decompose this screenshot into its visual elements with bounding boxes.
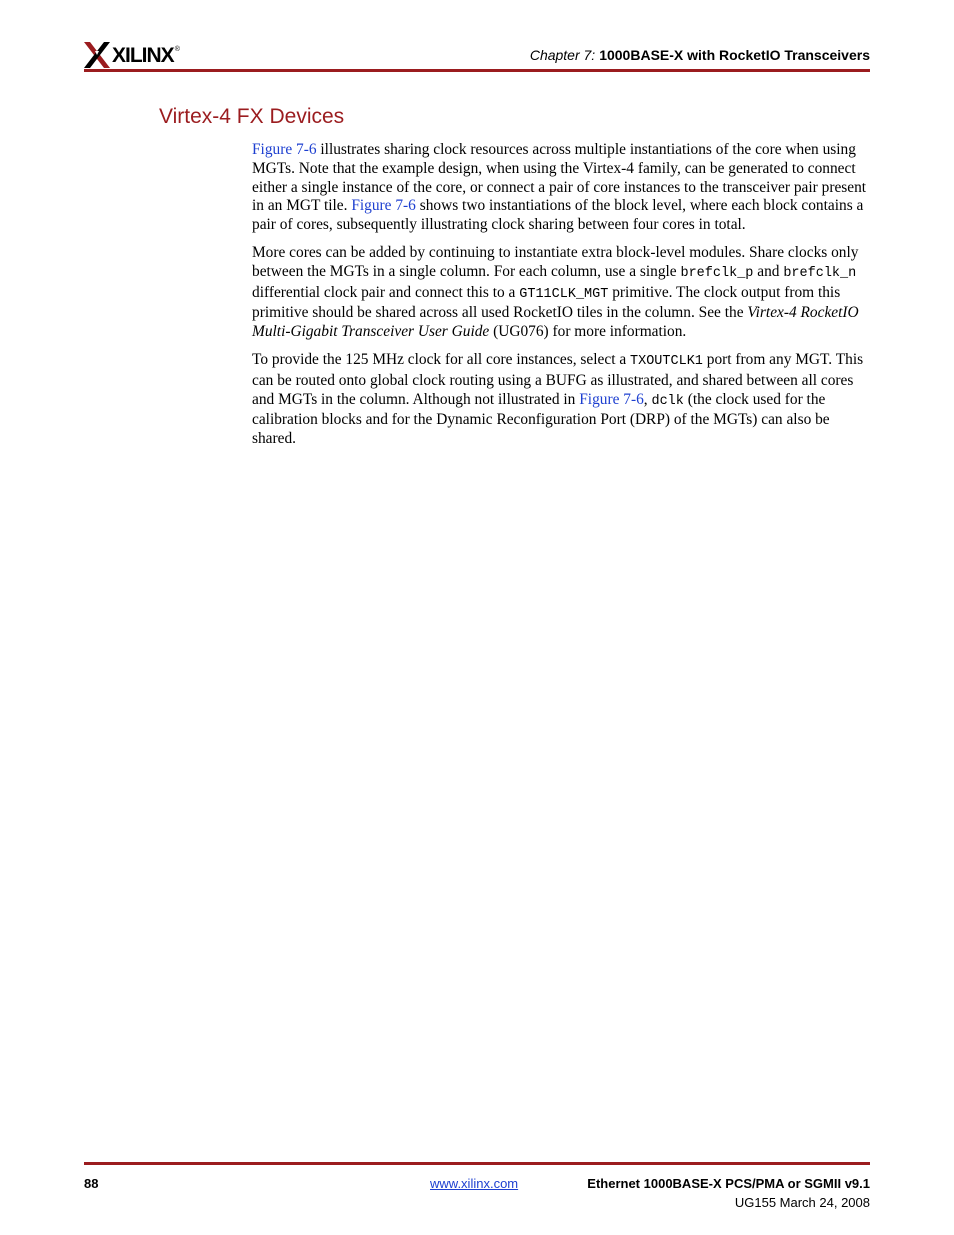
figure-7-6-link[interactable]: Figure 7-6 xyxy=(351,197,416,215)
code-txoutclk1: TXOUTCLK1 xyxy=(630,353,703,369)
chapter-label: Chapter 7: xyxy=(529,47,596,63)
text-span: illustrates sharing clock resources across multiple instantiations of the core when using MGTs. Note that the example design, when using the Virtex-4 family, can be generated to connect either a single instance of the core, or connect a pair of core instances to the transceiver pair present in an MGT tile. xyxy=(252,141,867,215)
xilinx-x-logo-icon xyxy=(84,42,110,68)
code-dclk: dclk xyxy=(651,393,684,409)
xilinx-logo xyxy=(84,40,180,70)
text-span: (UG076) for more information. xyxy=(489,323,687,341)
xilinx-website-link[interactable]: www.xilinx.com xyxy=(430,1176,519,1191)
figure-7-6-link[interactable]: Figure 7-6 xyxy=(252,141,317,158)
document-title: Ethernet 1000BASE-X PCS/PMA or SGMII v9.1 xyxy=(587,1176,870,1191)
registered-mark: ® xyxy=(174,45,180,53)
paragraph-2 xyxy=(252,244,868,342)
text-span: shows two instantiations of the block level, where each block contains a pair of cores, subsequently illustrating clock sharing between four cores in total. xyxy=(252,197,864,234)
figure-7-6-link[interactable]: Figure 7-6 xyxy=(579,390,644,408)
chapter-heading xyxy=(530,47,870,63)
footer-rule xyxy=(84,1162,870,1165)
section-title: Virtex-4 FX Devices xyxy=(159,105,345,128)
user-guide-title: Virtex-4 RocketIO Multi-Gigabit Transceiver User Guide xyxy=(252,304,859,341)
body-content xyxy=(252,141,868,458)
text-span: To provide the 125 MHz clock for all core instances, select a xyxy=(252,350,630,368)
text-span: , xyxy=(643,390,652,408)
page-number: 88 xyxy=(84,1176,99,1191)
code-gt11clk-mgt: GT11CLK_MGT xyxy=(519,286,609,302)
text-span: primitive. The clock output from this primitive should be shared across all used RocketIO tiles in the column. See the xyxy=(252,283,841,322)
header-rule xyxy=(84,69,870,72)
code-brefclk-n: brefclk_n xyxy=(783,265,857,281)
paragraph-1 xyxy=(252,141,868,235)
logo-wordmark: XILINX xyxy=(112,43,174,67)
chapter-title: 1000BASE-X with RocketIO Transceivers xyxy=(599,47,870,63)
text-span: (the clock used for the calibration blocks and for the Dynamic Reconfiguration Port (DRP) of the MGTs) can also be shared. xyxy=(252,390,830,448)
text-span: port from any MGT. This can be routed onto global clock routing using a BUFG as illustrated, and shared between all cores and MGTs in the column. Although not illustrated in xyxy=(252,350,864,408)
code-brefclk-p: brefclk_p xyxy=(680,265,754,281)
paragraph-3 xyxy=(252,351,868,449)
text-span: differential clock pair and connect this to a xyxy=(252,283,520,301)
text-span: and xyxy=(753,262,784,280)
document-id-date: UG155 March 24, 2008 xyxy=(734,1195,870,1210)
text-span: More cores can be added by continuing to instantiate extra block-level modules. Share clocks only between the MGTs in a single column. For each column, use a single xyxy=(252,243,859,280)
page-header xyxy=(84,38,870,72)
